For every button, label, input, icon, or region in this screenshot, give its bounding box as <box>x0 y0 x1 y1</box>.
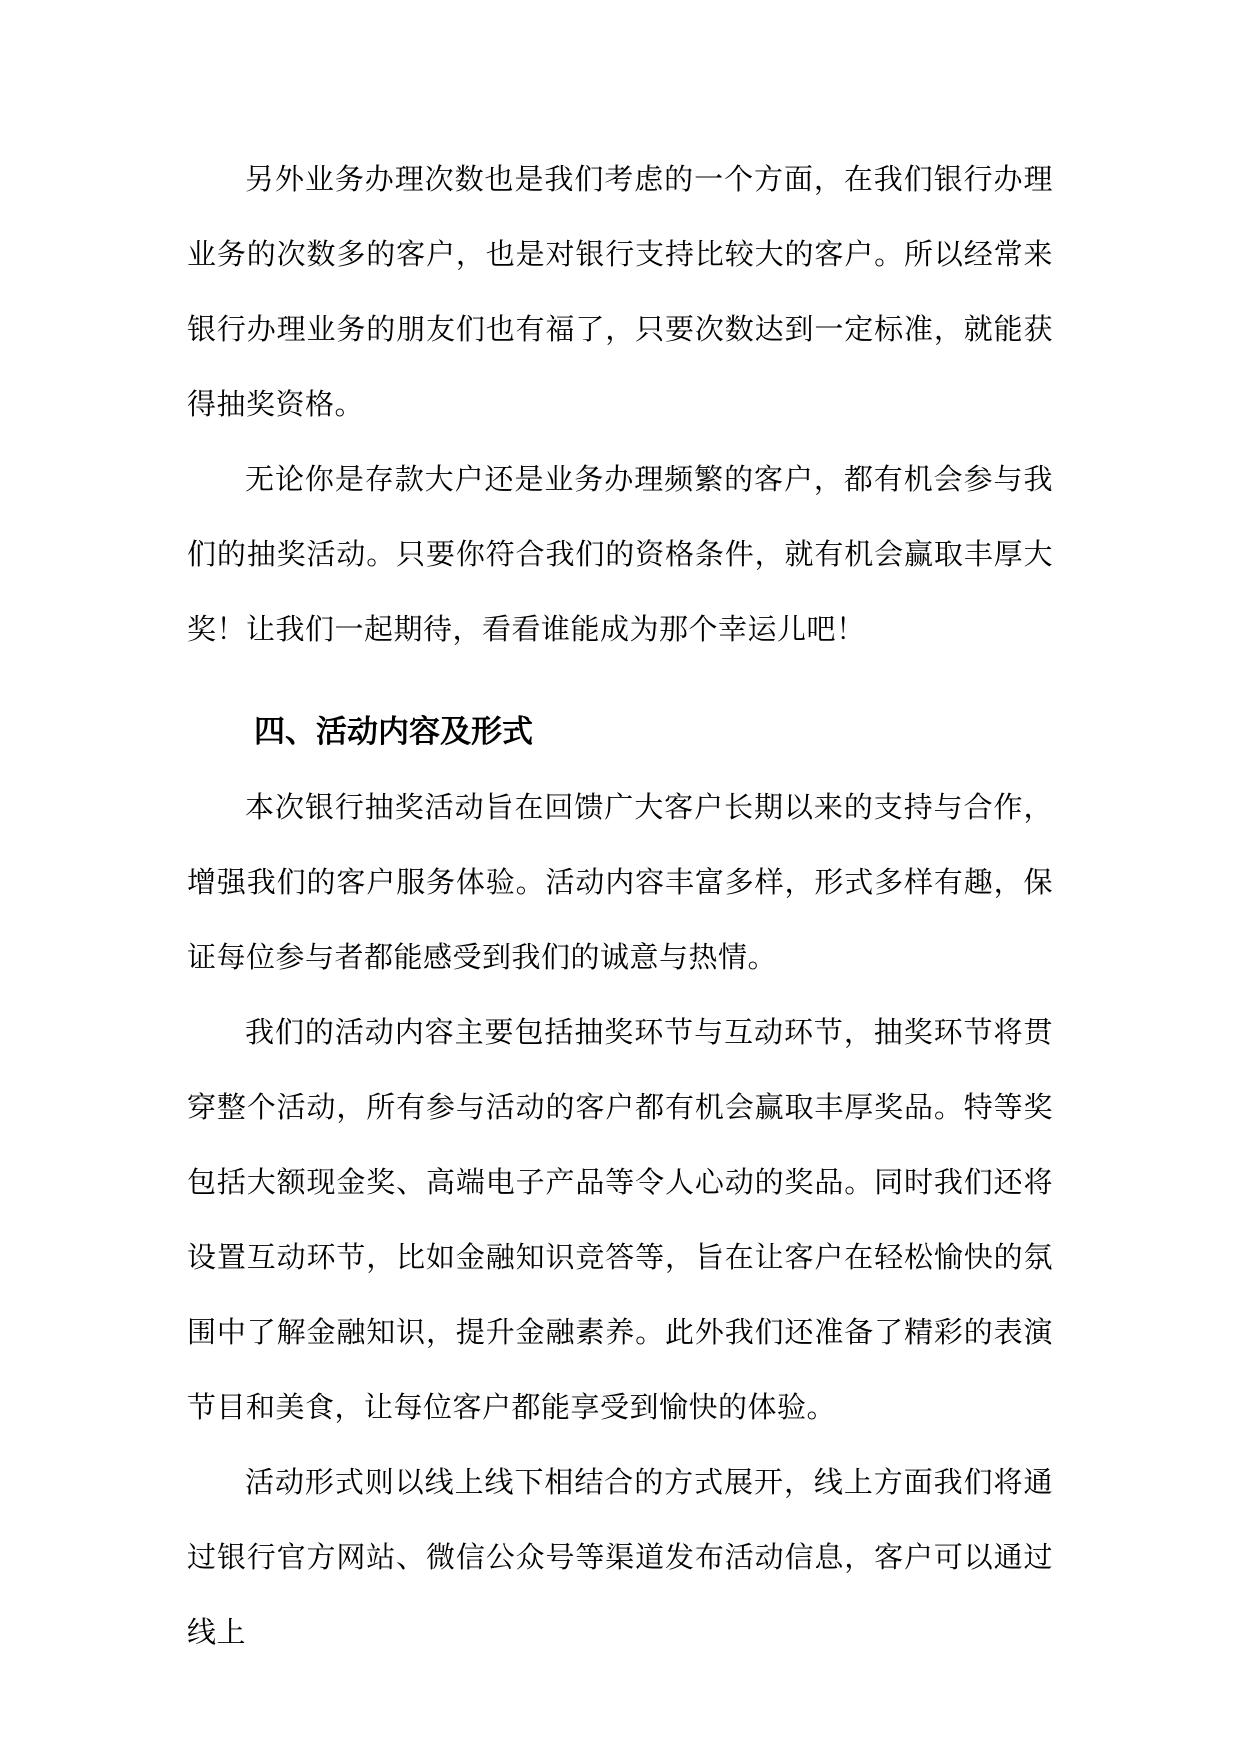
section-heading: 四、活动内容及形式 <box>254 714 533 750</box>
paragraph-activity-purpose: 本次银行抽奖活动旨在回馈广大客户长期以来的支持与合作，增强我们的客户服务体验。活动内容丰富多样，形式多样有趣，保证每位参与者都能感受到我们的诚意与热情。 <box>187 790 1053 974</box>
paragraph-activity-format: 活动形式则以线上线下相结合的方式展开，线上方面我们将通过银行官方网站、微信公众号等渠道发布活动信息，客户可以通过线上 <box>187 1465 1053 1649</box>
paragraph-activity-content: 我们的活动内容主要包括抽奖环节与互动环节，抽奖环节将贯穿整个活动，所有参与活动的客户都有机会赢取丰厚奖品。特等奖包括大额现金奖、高端电子产品等令人心动的奖品。同时我们还将设置互动环节，比如金融知识竞答等，旨在让客户在轻松愉快的氛围中了解金融知识，提升金融素养。此外我们还准备了精彩的表演节目和美食，让每位客户都能享受到愉快的体验。 <box>187 1015 1053 1424</box>
paragraph-transaction-count: 另外业务办理次数也是我们考虑的一个方面，在我们银行办理业务的次数多的客户，也是对银行支持比较大的客户。所以经常来银行办理业务的朋友们也有福了，只要次数达到一定标准，就能获得抽奖资格。 <box>187 162 1053 421</box>
paragraph-eligibility-summary: 无论你是存款大户还是业务办理频繁的客户，都有机会参与我们的抽奖活动。只要你符合我们的资格条件，就有机会赢取丰厚大奖！让我们一起期待，看看谁能成为那个幸运儿吧！ <box>187 462 1053 646</box>
document-body <box>187 142 1053 1670</box>
